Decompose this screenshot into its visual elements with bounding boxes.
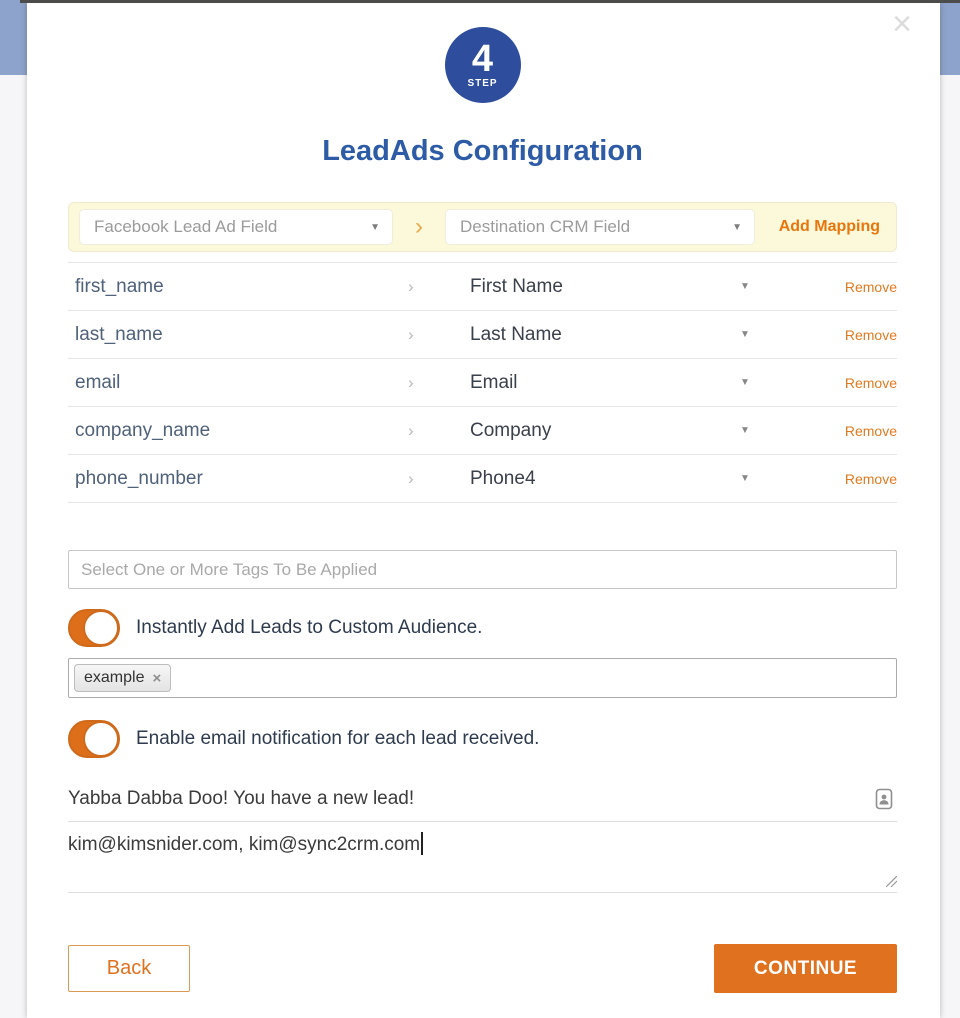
email-notification-toggle[interactable]	[68, 720, 120, 758]
backdrop-right	[940, 0, 960, 1018]
recipients-value: kim@kimsnider.com, kim@sync2crm.com	[68, 834, 421, 855]
step-badge	[445, 27, 521, 103]
step-number: 4	[471, 38, 494, 80]
custom-audience-toggle[interactable]	[68, 609, 120, 647]
arrow-right-icon: ›	[408, 324, 414, 344]
recipients-textarea[interactable]	[68, 822, 897, 893]
add-mapping-button[interactable]: Add Mapping	[778, 218, 880, 235]
source-field-label: email	[75, 371, 121, 393]
remove-mapping-link[interactable]: Remove	[844, 326, 897, 343]
mapping-table	[68, 262, 897, 503]
mapping-header-bar	[68, 202, 897, 252]
dest-field-dropdown[interactable]: Email	[470, 371, 518, 393]
custom-audience-row	[68, 609, 897, 647]
tags-select-input[interactable]	[68, 550, 897, 589]
toggle-knob	[83, 721, 119, 757]
remove-mapping-link[interactable]: Remove	[844, 278, 897, 295]
facebook-field-dropdown-value: Facebook Lead Ad Field	[94, 217, 278, 236]
arrow-right-icon: ›	[408, 468, 414, 488]
mapping-row	[68, 263, 897, 311]
mapping-row	[68, 455, 897, 503]
chevron-down-icon[interactable]: ▼	[740, 377, 750, 388]
chevron-down-icon: ▼	[732, 221, 742, 233]
arrow-right-icon: ›	[408, 420, 414, 440]
remove-tag-icon[interactable]: ×	[152, 669, 162, 687]
source-field-label: last_name	[75, 323, 163, 345]
chevron-down-icon[interactable]: ▼	[740, 473, 750, 484]
text-cursor	[421, 832, 423, 855]
audience-tags-field[interactable]	[68, 658, 897, 698]
mapping-row	[68, 407, 897, 455]
window-top-edge	[20, 0, 960, 3]
step-label: STEP	[467, 78, 498, 89]
remove-mapping-link[interactable]: Remove	[844, 422, 897, 439]
mapping-row	[68, 359, 897, 407]
arrow-right-icon: ›	[415, 213, 423, 240]
source-field-label: company_name	[75, 419, 211, 441]
modal-footer	[68, 944, 897, 993]
audience-tag-text: example	[84, 669, 145, 686]
chevron-down-icon: ▼	[370, 221, 380, 233]
crm-field-dropdown[interactable]	[445, 209, 755, 245]
leadads-config-modal	[27, 3, 940, 1018]
backdrop-left	[0, 0, 27, 1018]
dest-field-dropdown[interactable]: Phone4	[470, 467, 536, 489]
chevron-down-icon[interactable]: ▼	[740, 329, 750, 340]
continue-button[interactable]: CONTINUE	[714, 944, 897, 993]
email-subject-input[interactable]	[68, 776, 897, 822]
dest-field-dropdown[interactable]: Company	[470, 419, 552, 441]
toggle-knob	[83, 610, 119, 646]
chevron-down-icon[interactable]: ▼	[740, 281, 750, 292]
back-button[interactable]: Back	[68, 945, 190, 992]
facebook-field-dropdown[interactable]	[79, 209, 393, 245]
audience-tag-chip	[74, 664, 171, 692]
source-field-label: phone_number	[75, 467, 203, 489]
arrow-right-icon: ›	[408, 276, 414, 296]
email-notification-row	[68, 720, 897, 758]
arrow-right-icon: ›	[408, 372, 414, 392]
chevron-down-icon[interactable]: ▼	[740, 425, 750, 436]
mapping-row	[68, 311, 897, 359]
source-field-label: first_name	[75, 275, 164, 297]
page-title: LeadAds Configuration	[322, 135, 643, 167]
remove-mapping-link[interactable]: Remove	[844, 374, 897, 391]
crm-field-dropdown-value: Destination CRM Field	[460, 217, 631, 236]
autofill-contact-icon	[875, 787, 893, 811]
dest-field-dropdown[interactable]: Last Name	[470, 323, 562, 345]
custom-audience-label: Instantly Add Leads to Custom Audience.	[136, 617, 483, 638]
email-notification-label: Enable email notification for each lead received.	[136, 728, 540, 749]
dest-field-dropdown[interactable]: First Name	[470, 275, 563, 297]
resize-handle-icon[interactable]	[886, 876, 897, 887]
backdrop-banner-right	[940, 0, 960, 75]
email-subject-value: Yabba Dabba Doo! You have a new lead!	[68, 787, 415, 809]
remove-mapping-link[interactable]: Remove	[844, 470, 897, 487]
backdrop-banner-left	[0, 0, 27, 75]
close-icon[interactable]: ×	[892, 5, 912, 43]
